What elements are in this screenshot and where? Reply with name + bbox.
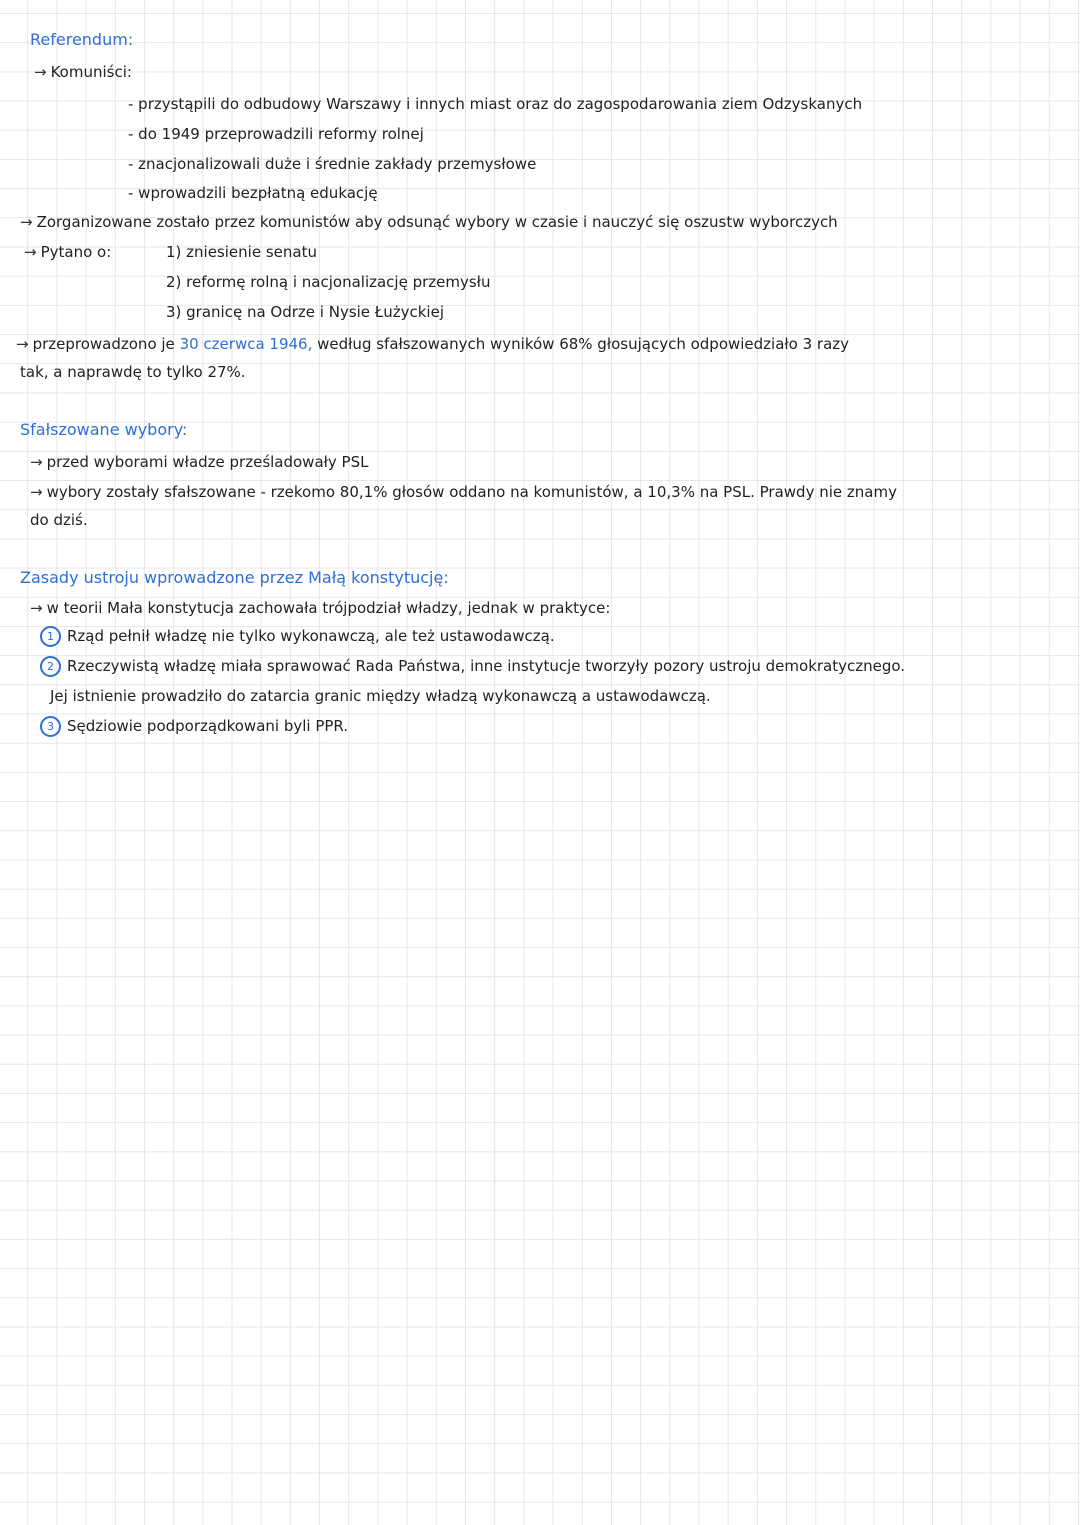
referendum-heading: Referendum: — [30, 30, 134, 49]
constitution-point — [40, 626, 555, 647]
arrow-icon: → — [16, 335, 29, 353]
elections-line2 — [30, 482, 897, 502]
pytano-label: Pytano o: — [40, 243, 112, 261]
bullet-item: - wprowadzili bezpłatną edukację — [128, 184, 378, 202]
point-text: Rząd pełnił władzę nie tylko wykonawczą, ale też ustawodawczą. — [67, 627, 555, 645]
constitution-intro-text: w teorii Mała konstytucja zachowała trójpodział władzy, jednak w praktyce: — [46, 599, 611, 617]
komunisci-label: Komuniści: — [50, 63, 132, 81]
number-badge: 1 — [40, 626, 61, 647]
constitution-heading: Zasady ustroju wprowadzone przez Małą konstytucję: — [20, 568, 449, 587]
komunisci-line — [34, 62, 132, 82]
arrow-icon: → — [24, 243, 37, 261]
point2-continued: Jej istnienie prowadziło do zatarcia granic między władzą wykonawczą a ustawodawczą. — [50, 687, 711, 705]
constitution-intro — [30, 598, 610, 618]
question-item: 3) granicę na Odrze i Nysie Łużyckiej — [166, 303, 444, 321]
number-badge: 2 — [40, 656, 61, 677]
arrow-icon: → — [34, 63, 47, 81]
bullet-item: - znacjonalizowali duże i średnie zakłady przemysłowe — [128, 155, 537, 173]
organized-text: Zorganizowane zostało przez komunistów aby odsunąć wybory w czasie i nauczyć się oszustw wyborczych — [36, 213, 838, 231]
result-part1: przeprowadzono je — [32, 335, 175, 353]
elections-line1-text: przed wyborami władze prześladowały PSL — [46, 453, 369, 471]
bullet-item: - do 1949 przeprowadzili reformy rolnej — [128, 125, 424, 143]
arrow-icon: → — [30, 483, 43, 501]
pytano-line — [24, 242, 111, 262]
bullet-item: - przystąpili do odbudowy Warszawy i innych miast oraz do zagospodarowania ziem Odzyskanych — [128, 95, 863, 113]
elections-line2-text: wybory zostały sfałszowane - rzekomo 80,1% głosów oddano na komunistów, a 10,3% na PSL. Prawdy nie znamy — [46, 483, 897, 501]
point-text: Rzeczywistą władzę miała sprawować Rada Państwa, inne instytucje tworzyły pozory ustroju demokratycznego. — [67, 657, 906, 675]
point-text: Sędziowie podporządkowani byli PPR. — [67, 717, 349, 735]
result-part2: według sfałszowanych wyników 68% głosujących odpowiedziało 3 razy — [317, 335, 850, 353]
question-item: 1) zniesienie senatu — [166, 243, 317, 261]
question-item: 2) reformę rolną i nacjonalizację przemysłu — [166, 273, 491, 291]
arrow-icon: → — [30, 599, 43, 617]
constitution-point — [40, 656, 905, 677]
organized-line — [20, 212, 838, 232]
elections-line3: do dziś. — [30, 511, 88, 529]
result-line2: tak, a naprawdę to tylko 27%. — [20, 363, 246, 381]
elections-heading: Sfałszowane wybory: — [20, 420, 188, 439]
result-line — [16, 334, 849, 354]
arrow-icon: → — [20, 213, 33, 231]
elections-line1 — [30, 452, 368, 472]
constitution-point — [40, 716, 348, 737]
arrow-icon: → — [30, 453, 43, 471]
number-badge: 3 — [40, 716, 61, 737]
result-date: 30 czerwca 1946, — [179, 335, 313, 353]
